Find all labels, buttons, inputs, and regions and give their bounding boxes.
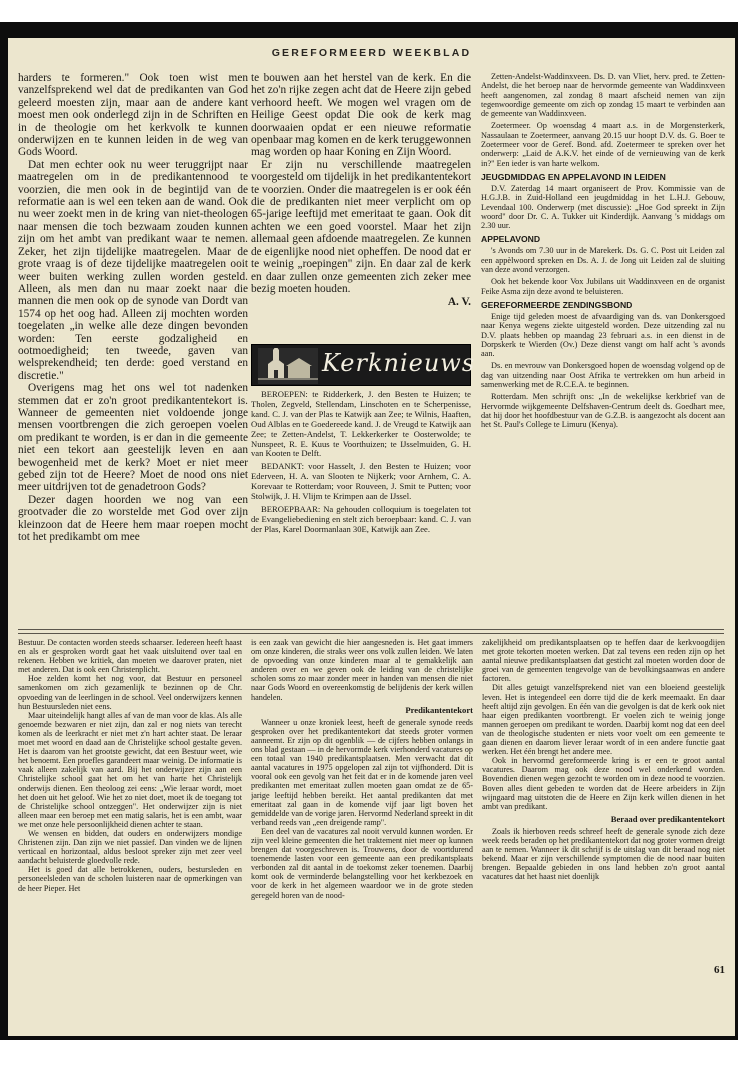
paragraph: BEROEPBAAR: Na gehouden colloquium is toegelaten tot de Evangeliebediening en stelt zich beroepbaar: kand. C. J. van der Plas, Karel Doormanlaan 30E, Katwijk aan Zee. <box>251 503 471 534</box>
paragraph: Enige tijd geleden moest de afvaardiging van ds. van Donkersgoed naar Kenya wegens ziekte uitgesteld worden. Deze uitzending zal nu D.V. plaats hebben op maandag 23 februari a.s. in een dienst in de Dorpskerk te Wierden (Ov.) Deze dienst vangt om half acht 's avonds aan. <box>481 311 725 359</box>
section-heading: APPELAVOND <box>481 234 541 245</box>
column-bottom-middle <box>251 638 473 1030</box>
paragraph: Ook in hervormd gereformeerde kring is er een te groot aantal vacatures. Daarom mag ook deze nood wel onderkend worden. Bovendien dienen wegen gezocht te worden om in deze nood te voorzien. Boven alles dient gebeden te worden dat de Heere arbeiders in Zijn wijngaard mag uitstoten die de Heere en Zijn kerk willen dienen in het ambt van predikant. <box>482 756 725 811</box>
paragraph: Het is goed dat alle betrokkenen, ouders, bestursleden en personeelsleden van de scholen luisteren naar de opmerkingen van de heer Pieper. Het <box>18 865 242 893</box>
column-top-right <box>481 72 725 627</box>
column-bottom-right <box>482 638 725 1030</box>
column-bottom-left <box>18 638 242 1030</box>
paragraph: BEDANKT: voor Hasselt, J. den Besten te Huizen; voor Ederveen, H. A. van Slooten te Nijkerk; voor Arnhem, C. A. Korevaar te Rotterdam; voor Rouveen, J. Smit te Putten; voor Stolwijk, J. H. Vlijm te Krimpen aan de IJssel. <box>251 461 471 502</box>
paragraph: Zoals ik hierboven reeds schreef heeft de generale synode zich deze week reeds beraden op het predikantentekort dat nog groter vormen dreigt aan te nemen. Wanneer ik dit schrijf is de uitslag van dit beraad nog niet bekend. Maar er zijn verschillende symptomen die de nood naar buiten brengen. Bepaalde gebieden in ons land hebben zo'n groot aantal vacatures dat het haast niet doenlijk <box>482 826 725 882</box>
paragraph: Wanneer u onze kroniek leest, heeft de generale synode reeds gesproken over het predikantentekort dat steeds groter vormen aanneemt. Er zijn op dit ogenblik — de cijfers hebben onlangs in ons blad gestaan — in de hervormde kerk vierhonderd vacatures op een totaal van 1940 predikantsplaatsen. Men verwacht dat dit aantal vacatures in 1975 opgelopen zal zijn tot vijfhonderd. Dit is vooral ook een gevolg van het feit dat er in de komende jaren veel predikanten met emeritaat zullen moeten gaan omdat ze de 65-jarige leeftijd hebben bereikt. Het aantal predikanten dat met emeritaat zal gaan in de komende vijf jaar ligt boven het gemiddelde van de vorige jaren. Hervormd Nederland spreekt in dit verband reeds van „een dreigende ramp". <box>251 717 473 827</box>
page-number: 61 <box>714 964 725 976</box>
paragraph: Dezer dagen hoorden we nog van een grootvader die zo worstelde met God over zijn kleinzoon dat de Heere hem maar roepen mocht tot het predikambt om mee <box>18 493 248 544</box>
divider <box>18 629 724 630</box>
paragraph: D.V. Zaterdag 14 maart organiseert de Prov. Kommissie van de H.G.J.B. in Zuid-Holland een jeugdmiddag in het L.H.J. Gebouw, Levendaal 100. Onderwerp (met discussie): „Hoe God spreekt in Zijn woord" door Dr. C. A. Tukker uit Kinderdijk. Aanvang 's middags om 2.30 uur. <box>481 183 725 231</box>
paragraph: Bestuur. De contacten worden steeds schaarser. Iedereen heeft haast en als er gesproken wordt gaat het vaak uitsluitend over taal en rekenen. Hebben we kritiek, dan moeten we daarover praten, niet met anderen. Dat is ook een Christenplicht. <box>18 638 242 675</box>
paragraph: Hoe zelden komt het nog voor, dat Bestuur en personeel samenkomen om zich gezamenlijk te bezinnen op de Chr. opvoeding van de leerlingen in de school. Veel onderwijzers kennen hun Bestuursleden niet eens. <box>18 674 242 711</box>
section-heading: GEREFORMEERDE ZENDINGSBOND <box>481 299 633 310</box>
page-header: GEREFORMEERD WEEKBLAD <box>271 47 472 59</box>
paragraph: Zetten-Andelst-Waddinxveen. Ds. D. van Vliet, herv. pred. te Zetten-Andelst, die het beroep naar de hervormde gemeente van Waddinxveen heeft aangenomen, zal zondag 8 maart afscheid nemen van zijn tegenwoordige gemeente om zich op zondag 15 maart te verbinden aan de gemeente van Waddinxveen. <box>481 72 725 119</box>
divider <box>18 633 724 634</box>
column-kerknieuws <box>251 390 471 626</box>
paragraph: Rotterdam. Men schrijft ons: „In de wekelijkse kerkbrief van de Hervormde wijkgemeente Delfshaven-Centrum deelt ds. Goedhart mee, dat hij door het hoofdbestuur van de G.Z.B. is aangezocht als docent aan het St. Paul's College te Limuru (Kenya). <box>481 392 725 430</box>
author-signature: A. V. <box>447 296 471 309</box>
section-heading: Predikantentekort <box>405 704 473 715</box>
kerknieuws-banner <box>251 344 476 386</box>
kerknieuws-title: Kerknieuws <box>322 349 476 377</box>
paragraph: Een deel van de vacatures zal nooit vervuld kunnen worden. Er zijn veel kleine gemeenten die het traktement niet meer op kunnen brengen dat voorgeschreven is. Trouwens, door de voortdurend toenemende lasten voor een gemeente aan een predikantsplaats verbonden zal dit aantal in de toekomst zeker toenemen. Daarbij komt ook de verminderde belangstelling voor het kerkbezoek en voor de kerk in het algemeen waardoor we in de grote steden geregeld horen van de nood- <box>251 826 473 900</box>
paragraph: Dat men echter ook nu weer teruggrijpt naar maatregelen om in de predikantennood te voorzien, die men ook in de begintijd van de reformatie aan is wel een teken aan de wand. Ook nu weer zoekt men in de kring van niet-theologen naar mensen die toch bezwaam zouden kunnen zijn om het ambt van predikant waar te nemen. Zeker, het zijn tijdelijke maatregelen. Maar de grote vraag is of deze tijdelijke maatregelen ooit weer buiten werking zullen worden gesteld. Alleen, als men dan nu maar zoekt naar die mannen die men ook op de synode van Dordt van 1574 op het oog had. Alleen zij mochten worden toegelaten „in welke alle deze dingen bevonden worden: Ten eerste godzaligheid en ootmoedigheid; ten tweede, gaven van welsprekendheid; ten derde: goed verstand en discretie." <box>18 158 248 382</box>
paragraph: Zoetermeer. Op woensdag 4 maart a.s. in de Morgensterkerk, Nassaulaan te Zoetermeer, aanvang 20.15 uur hoopt D.V. ds. G. Boer te Zoetermeer voor de Geref. Bond. afd. Zoetermeer te spreken over het onderwerp: „Laid de A.K.V. het einde of de vernieuwing van de kerk in?" Een ieder is van harte welkom. <box>481 121 725 168</box>
column-top-left <box>18 72 248 627</box>
paragraph: We wensen en bidden, dat ouders en onderwijzers mondige Christenen zijn. Dan zijn we niet passief. Dan vinden we de lijnen verticaal en horizontaal, aldus besloot spreker zijn met zeer veel aandacht beluisterde gloedvolle rede. <box>18 828 242 866</box>
section-heading: Beraad over predikantentekort <box>610 813 725 824</box>
paragraph: te bouwen aan het herstel van de kerk. En die het zo'n rijke zegen acht dat de Heere zijn gebed verhoord heeft. We mogen wel vragen om de Heilige Geest opdat Die ook de kerk mag doorwaaien opdat er een nieuwe reformatie openbaar mag komen en de kerk teruggewonnen mag worden op haar Koning en Zijn Woord. <box>251 72 471 159</box>
column-top-middle <box>251 72 471 340</box>
document-page <box>8 38 735 1036</box>
paragraph: is een zaak van gewicht die hier aangesneden is. Het gaat immers om onze kinderen, die straks weer ons volk zullen leiden. We laten de opvoeding van onze kinderen maar al te gemakkelijk aan anderen over en we geven ook de leiding van de christelijke scholen soms zo maar zonder meer in handen van mensen die niet naar Gods Woord en overeenkomstig de belijdenis der kerk willen handelen. <box>251 638 473 702</box>
section-heading: JEUGDMIDDAG EN APPELAVOND IN LEIDEN <box>481 171 666 182</box>
paragraph: zakelijkheid om predikantsplaatsen op te heffen daar de kerkvoogdijen met grote tekorten moeten werken. Dat zal tevens een reden zijn op het aantal nieuwe predikantsplaatsen dat gesticht zal moeten worden door de groei van de gemeenten tengevolge van de bevolkingsaanwas en andere factoren. <box>482 638 725 684</box>
paragraph: BEROEPEN: te Ridderkerk, J. den Besten te Huizen; te Tholen, Zegveld, Stellendam, Linschoten en te Scherpenisse, kand. C. J. van der Plas te Katwijk aan Zee; te Wilnis, Haaften, Oud Alblas en te Goedereede kand. J. de Vreugd te Katwijk aan Zee; te Zetten-Andelst, T. Lekkerkerker te Oosterwolde; te Nunspeet, R. E. Kuus te Voorthuizen; te IJsselmuiden, G. H. van Kooten te Delft. <box>251 390 471 459</box>
paragraph: Dit alles getuigt vanzelfsprekend niet van een bloeiend geestelijk leven. Het is integendeel een dorre tijd die de kerk meemaakt. En daar heeft altijd zijn gevolgen. En één van die gevolgen is dat de kerk ook niet haar eigen predikanten voortbrengt. Er voelen zich te weinig jonge mannen geroepen om predikant te worden. Daarbij komt nog dat een deel van de theologische studenten er niets voor voelt om een gemeente te gaan dienen en daarom liever leraar wordt of in een andere functie gaat werken. Het één brengt het andere mee. <box>482 683 725 757</box>
paragraph: Er zijn nu verschillende maatregelen voorgesteld om tijdelijk in het predikantentekort te voorzien. Onder die maatregelen is er ook één die de predikanten niet meer verplicht om op 65-jarige leeftijd met emeritaat te gaan. Ook dit achten we een goed voorstel. Maar het zijn allemaal geen afdoende maatregelen. Ze kunnen de eigenlijke nood niet opheffen. De nood dat er te weinig „roepingen" zijn. En daar zal de kerk en daar zullen onze gemeenten zich zeker mee bezig moeten houden. <box>251 158 471 295</box>
church-icon <box>258 348 318 384</box>
paragraph: Maar uiteindelijk hangt alles af van de man voor de klas. Als alle genoemde bezwaren er niet zijn, dan zal er nog niets van terecht komen als de leerkracht er niet met z'n hart achter staat. De leraar moet met woord en daad aan de Christelijke school gestalte geven. Het is daarom van het grootste gewicht, dat een Bestuur weet, wie het benoemt. Een proefles garandeert maar weinig. De informatie is vaak alleen zakelijk van aard. Bij het onderwijzer zijn aan een Christelijke school gaat het om het van harte het Christelijk onderwijs dienen. Een theoloog zei eens: „Wie leraar wordt, moet het doen uit het geloof. Wie het zo niet doet, moet ik de toegang tot de Christelijke school ontzeggen". Het onderwijzer zijn is niet alleen maar een beroep met een matig salaris, het is een ambt, waar we met onze hele persoonlijkheid dienen achter te staan. <box>18 710 242 829</box>
paragraph: Overigens mag het ons wel tot nadenken stemmen dat er zo'n groot predikantentekort is. Wanneer de gemeenten niet voldoende jonge mensen voortbrengen die zich geroepen voelen om predikant te worden, is er dan in die gemeente niet een tekort aan geestelijk leven en aan bewogenheid met de kerk? Moet er niet meer gebed zijn tot de Heere? Moet de nood ons niet meer uitdrijven tot de genadetroon Gods? <box>18 382 248 494</box>
paragraph: Ds. en mevrouw van Donkersgoed hopen de woensdag volgend op de dag van uitzending naar Oost Afrika te vertrekken om hun arbeid in samenwerking met de R.C.E.A. te beginnen. <box>481 361 725 390</box>
paragraph: 's Avonds om 7.30 uur in de Marekerk. Ds. G. C. Post uit Leiden zal een appèlwoord spreken en Ds. A. J. de Jong uit Leiden zal de sluiting van deze avond verzorgen. <box>481 246 725 275</box>
paragraph: harders te formeren." Ook toen wist men vanzelfsprekend wel dat de predikanten van God geleerd moesten zijn, maar aan de andere kant moest men ook onderlegd zijn in de Schriften en in de theologie om het kerkvolk te kunnen onderwijzen en te kunnen leiden in de weg van Gods Woord. <box>18 72 248 159</box>
paragraph: Ook het bekende koor Vox Jubilans uit Waddinxveen en de organist Feike Asma zijn deze avond te beluisteren. <box>481 277 725 296</box>
